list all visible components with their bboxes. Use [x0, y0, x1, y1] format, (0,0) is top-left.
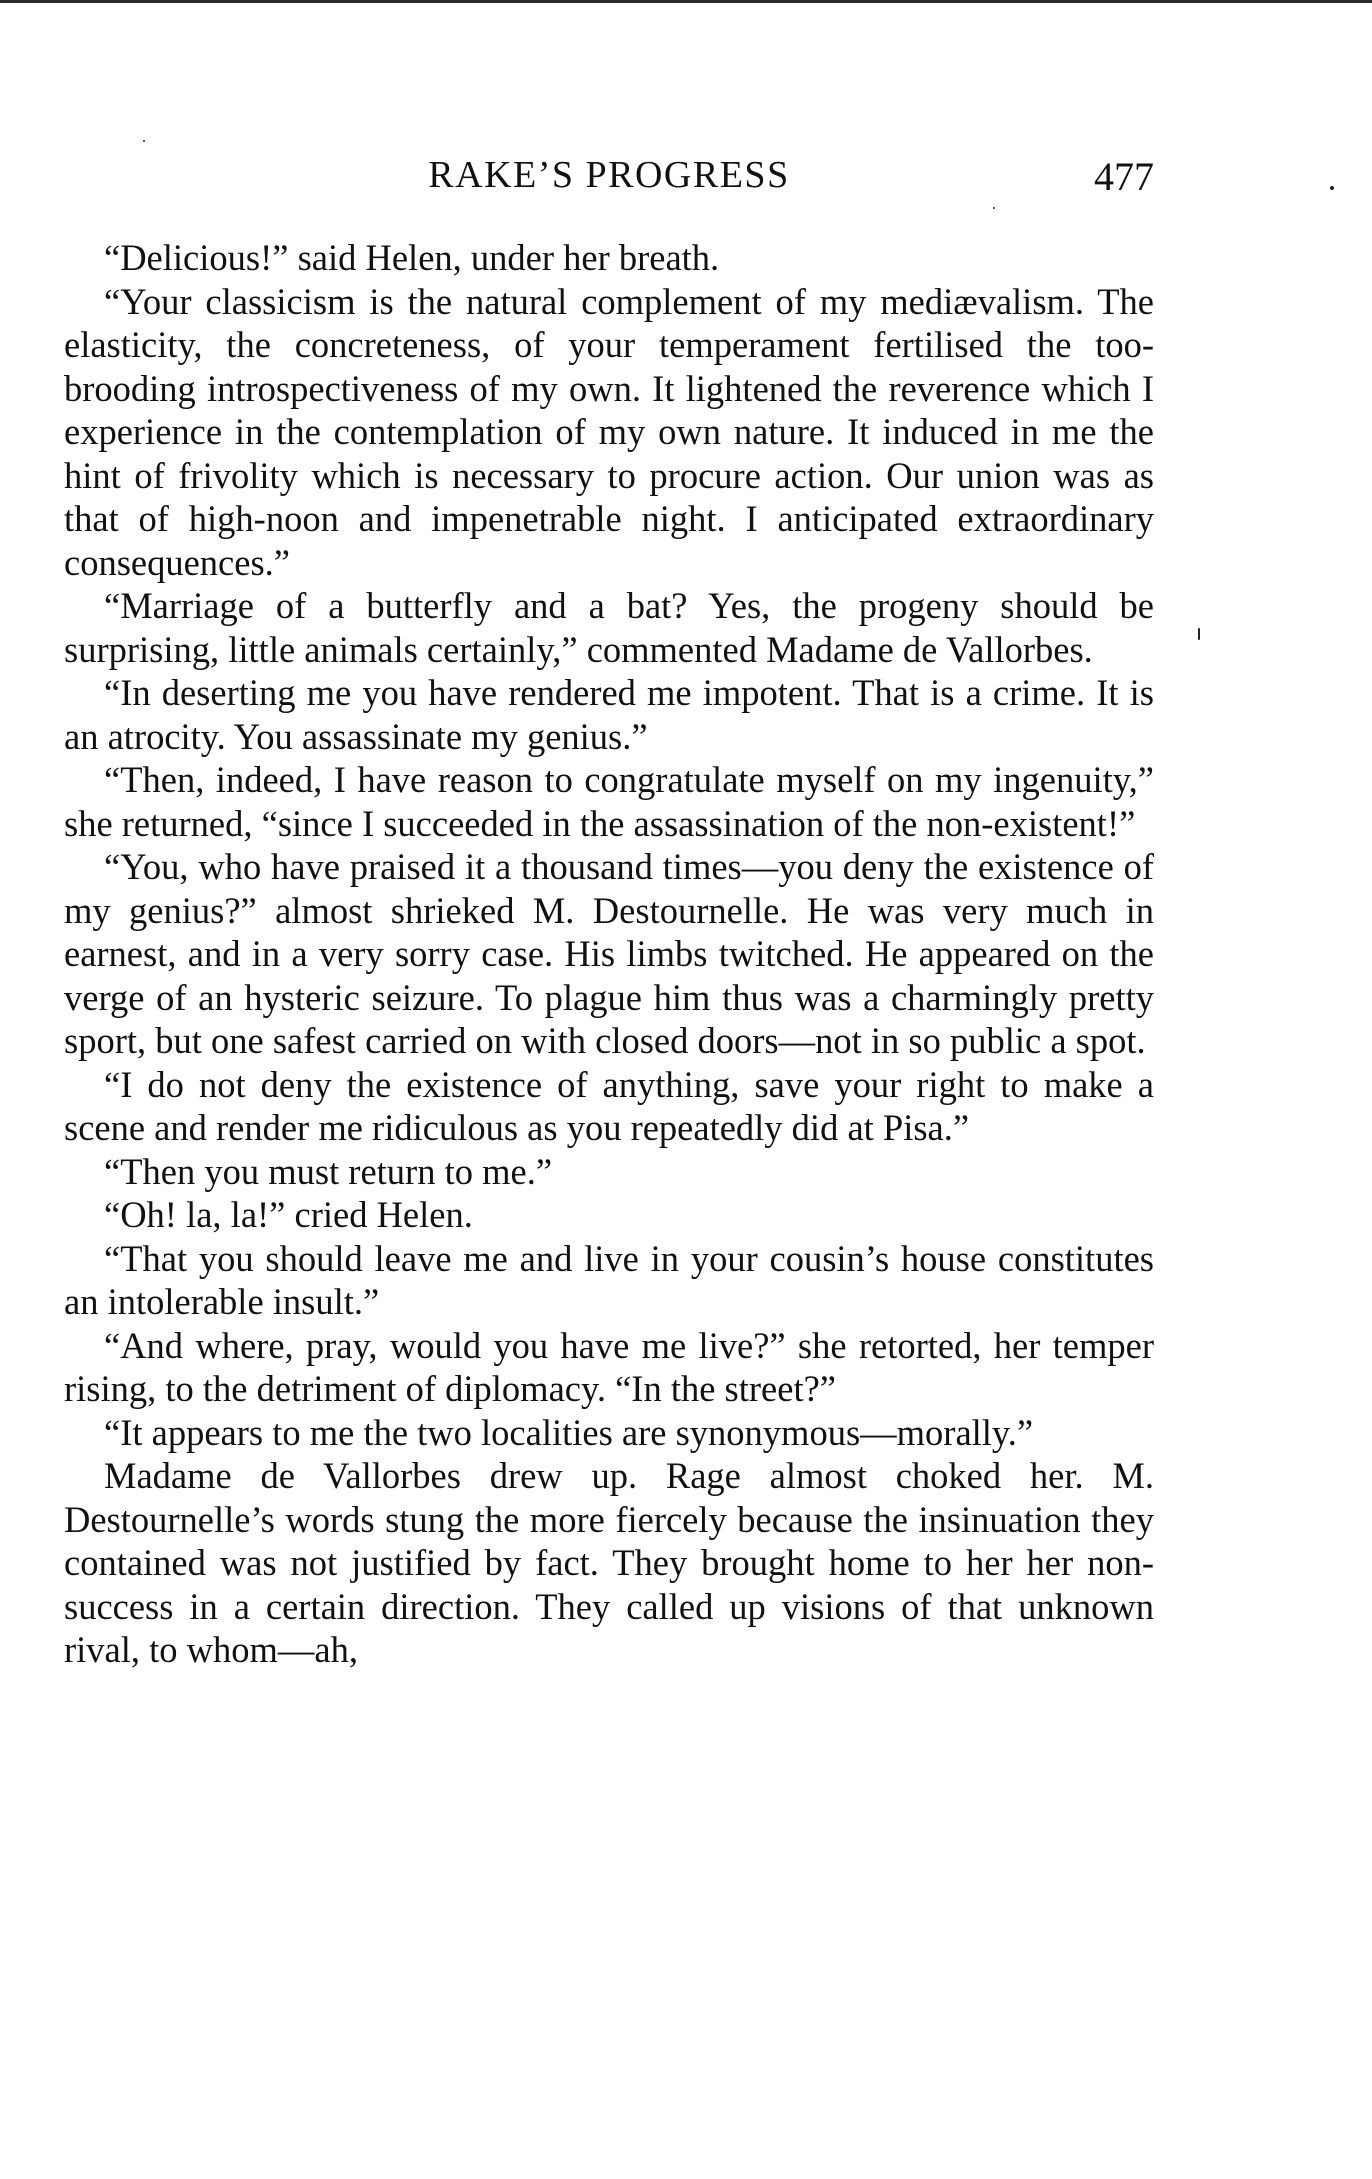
paragraph: Madame de Vallorbes drew up. Rage almost choked her. M. Destournelle’s words stung the more fiercely because the insinuation they contained was not justified by fact. They brought home to her her non-success in a certain direction. They called up visions of that unknown rival, to whom—ah, — [64, 1455, 1154, 1670]
running-head: RAKE’S PROGRESS — [428, 154, 790, 196]
scan-top-edge — [0, 0, 1372, 3]
scan-speck — [143, 140, 145, 142]
paragraph: “In deserting me you have rendered me impotent. That is a crime. It is an atrocity. You assassinate my genius.” — [64, 672, 1154, 757]
scan-speck — [993, 207, 995, 209]
paragraph: “Your classicism is the natural complement of my mediævalism. The elasticity, the concreteness, of your temperament fertilised the too-brooding introspectiveness of my own. It lightened the reverence which I experience in the contemplation of my own nature. It induced in me the hint of frivolity which is necessary to procure action. Our union was as that of high-noon and impenetrable night. I anticipated extraordinary consequences.” — [64, 280, 1154, 583]
paragraph: “That you should leave me and live in your cousin’s house constitutes an intolerable insult.” — [64, 1237, 1154, 1322]
scan-speck — [1330, 186, 1334, 190]
page-header — [64, 150, 1154, 200]
paragraph: “Then, indeed, I have reason to congratulate myself on my ingenuity,” she returned, “since I succeeded in the assassination of the non-existent!” — [64, 759, 1154, 844]
paragraph: “Oh! la, la!” cried Helen. — [104, 1194, 473, 1235]
paragraph: “Marriage of a butterfly and a bat? Yes, the progeny should be surprising, little animals certainly,” commented Madame de Vallorbes. — [64, 585, 1154, 670]
paragraph: “You, who have praised it a thousand times—you deny the existence of my genius?” almost shrieked M. Destournelle. He was very much in earnest, and in a very sorry case. His limbs twitched. He appeared on the verge of an hysteric seizure. To plague him thus was a charmingly pretty sport, but one safest carried on with closed doors—not in so public a spot. — [64, 846, 1154, 1061]
scan-speck — [1198, 628, 1200, 640]
paragraph: “I do not deny the existence of anything, save your right to make a scene and render me ridiculous as you repeatedly did at Pisa.” — [64, 1063, 1154, 1148]
paragraph: “Then you must return to me.” — [104, 1150, 553, 1192]
page-number: 477 — [1094, 154, 1154, 199]
paragraph: “And where, pray, would you have me live?” she retorted, her temper rising, to the detriment of diplomacy. “In the street?” — [64, 1324, 1154, 1409]
paragraph: “Delicious!” said Helen, under her breath. — [104, 237, 720, 278]
body-text — [64, 236, 1154, 1672]
paragraph: “It appears to me the two localities are synonymous—morally.” — [104, 1411, 1034, 1453]
